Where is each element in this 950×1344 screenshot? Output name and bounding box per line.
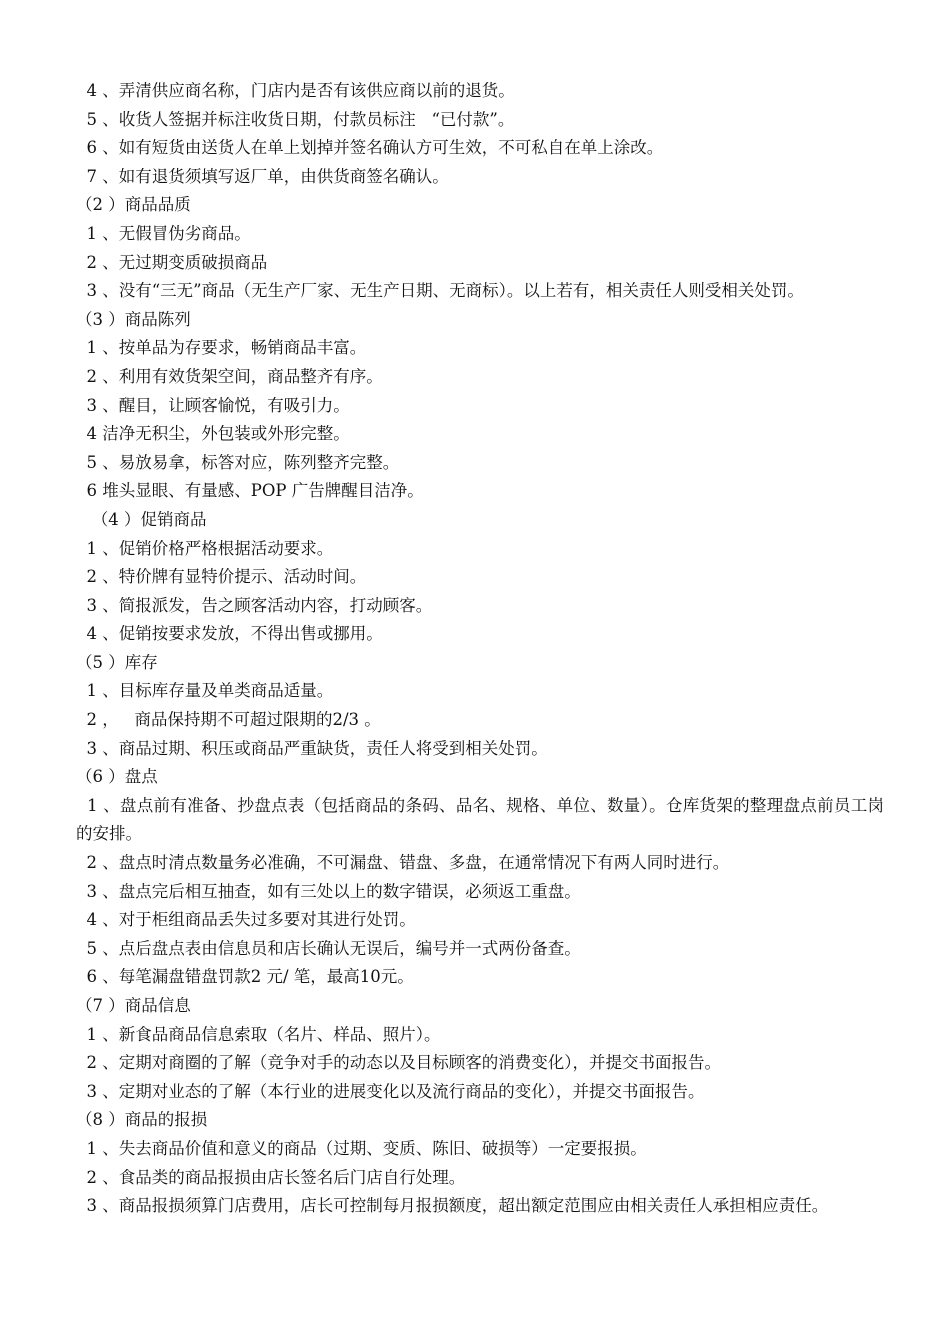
text-line: 4 、对于柜组商品丢失过多要对其进行处罚。 xyxy=(76,910,416,930)
text-line: 6 、如有短货由送货人在单上划掉并签名确认方可生效，不可私自在单上涂改。 xyxy=(76,138,664,158)
text-line: 6 堆头显眼、有量感、POP 广告牌醒目洁净。 xyxy=(76,481,424,501)
text-line: 1 、目标库存量及单类商品适量。 xyxy=(76,681,334,701)
section-heading: （3 ）商品陈列 xyxy=(76,309,191,329)
section-heading: （4 ）促销商品 xyxy=(76,509,207,529)
text-line: 2 、定期对商圈的了解（竞争对手的动态以及目标顾客的消费变化），并提交书面报告。 xyxy=(76,1053,721,1073)
text-line: 3 、定期对业态的了解（本行业的进展变化以及流行商品的变化），并提交书面报告。 xyxy=(76,1081,705,1101)
text-line: 1 、按单品为存要求，畅销商品丰富。 xyxy=(76,338,367,358)
text-line: 2 ， 商品保持期不可超过限期的2/3 。 xyxy=(76,710,381,730)
text-line: 3 、简报派发，告之顾客活动内容，打动顾客。 xyxy=(76,595,433,615)
text-line: 5 、点后盘点表由信息员和店长确认无误后，编号并一式两份备查。 xyxy=(76,938,581,958)
text-line: 5 、易放易拿，标答对应，陈列整齐完整。 xyxy=(76,452,400,472)
text-line: 2 、无过期变质破损商品 xyxy=(76,252,268,272)
section-heading: （8 ）商品的报损 xyxy=(76,1110,208,1130)
text-line: 3 、没有“三无”商品（无生产厂家、无生产日期、无商标）。以上若有，相关责任人则受相关处罚。 xyxy=(76,281,804,301)
text-line: 1 、促销价格严格根据活动要求。 xyxy=(76,538,334,558)
text-line: 4 、弄清供应商名称，门店内是否有该供应商以前的退货。 xyxy=(76,81,515,100)
section-heading: （5 ）库存 xyxy=(76,652,158,672)
text-line: 1 、盘点前有准备、抄盘点表（包括商品的条码、品名、规格、单位、数量）。仓库货架的整理盘点前员工岗的安排。 xyxy=(76,795,884,844)
text-line: 4 、促销按要求发放，不得出售或挪用。 xyxy=(76,624,383,644)
section-heading: （7 ）商品信息 xyxy=(76,996,191,1015)
text-line: 1 、新食品商品信息索取（名片、样品、照片）。 xyxy=(76,1024,441,1044)
text-line: 2 、食品类的商品报损由店长签名后门店自行处理。 xyxy=(76,1167,466,1187)
text-line: 3 、商品过期、积压或商品严重缺货，责任人将受到相关处罚。 xyxy=(76,738,548,758)
text-line: 2 、特价牌有显特价提示、活动时间。 xyxy=(76,567,367,587)
text-line: 1 、失去商品价值和意义的商品（过期、变质、陈旧、破损等）一定要报损。 xyxy=(76,1138,647,1158)
section-heading: （6 ）盘点 xyxy=(76,767,158,787)
text-line: 7 、如有退货须填写返厂单，由供货商签名确认。 xyxy=(76,166,449,186)
text-line: 1 、无假冒伪劣商品。 xyxy=(76,223,251,243)
text-line: 3 、醒目，让顾客愉悦，有吸引力。 xyxy=(76,395,350,415)
text-line: 3 、商品报损须算门店费用，店长可控制每月报损额度，超出额定范围应由相关责任人承担相应责任。 xyxy=(76,1196,829,1216)
document-page xyxy=(76,77,884,1221)
section-heading: （2 ）商品品质 xyxy=(76,195,191,215)
text-line: 5 、收货人签据并标注收货日期，付款员标注 “已付款”。 xyxy=(76,109,515,129)
text-line: 6 、每笔漏盘错盘罚款2 元/ 笔，最高10元。 xyxy=(76,967,414,987)
text-line: 2 、盘点时清点数量务必准确，不可漏盘、错盘、多盘，在通常情况下有两人同时进行。 xyxy=(76,853,730,873)
text-line: 4 洁净无积尘，外包装或外形完整。 xyxy=(76,424,350,444)
text-line: 2 、利用有效货架空间，商品整齐有序。 xyxy=(76,366,383,386)
text-line: 3 、盘点完后相互抽查，如有三处以上的数字错误，必须返工重盘。 xyxy=(76,881,581,901)
